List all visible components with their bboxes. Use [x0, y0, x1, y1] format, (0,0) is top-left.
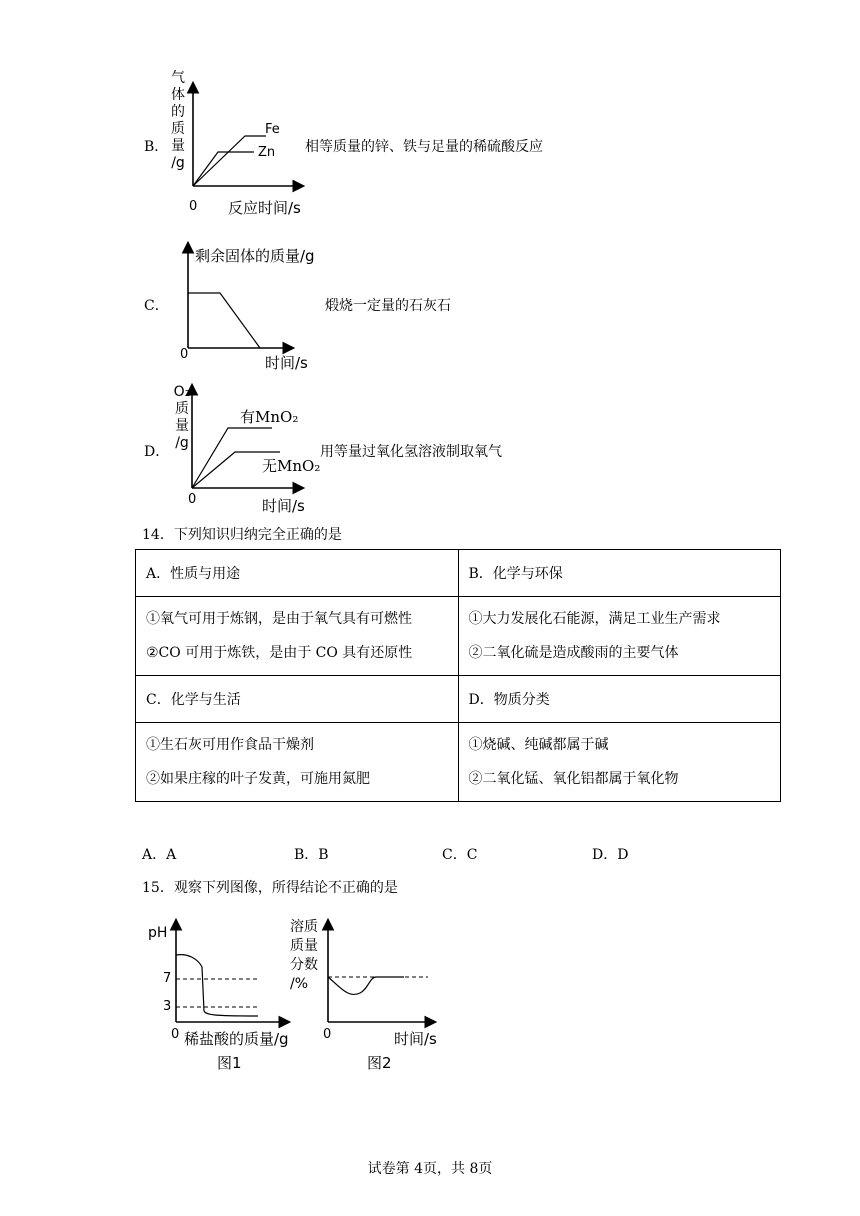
graph-d-x-label: 时间/s — [262, 497, 305, 515]
page-footer: 试卷第 4页，共 8页 — [367, 1161, 493, 1177]
cell-d-item-1: ①烧碱、纯碱都属于碱 — [468, 737, 609, 753]
graph-d-without-mno2-label: 无MnO₂ — [262, 457, 321, 475]
cell-d-head: D．物质分类 — [458, 676, 781, 723]
cell-d-item-2: ②二氧化锰、氧化铝都属于氧化物 — [468, 771, 679, 787]
cell-b-body — [458, 597, 781, 676]
graph-c-caption: 煅烧一定量的石灰石 — [325, 298, 451, 314]
graph-b-y-label: 气 体 的 质 量 /g — [171, 70, 185, 171]
cell-c-item-2: ②如果庄稼的叶子发黄，可施用氮肥 — [146, 771, 370, 787]
graph-b-fe-label: Fe — [265, 122, 280, 137]
q14-option-c[interactable]: C．C — [442, 847, 478, 863]
option-c-label: C． — [144, 298, 169, 314]
graph-b-chart — [180, 78, 310, 198]
table-row — [136, 676, 781, 723]
graph-b-caption: 相等质量的锌、铁与足量的稀硫酸反应 — [305, 139, 543, 155]
graph-c-line — [188, 293, 260, 348]
cell-d-body — [458, 723, 781, 802]
fig1-x-label: 稀盐酸的质量/g — [184, 1030, 289, 1048]
table-row — [136, 550, 781, 597]
fig2-caption: 图2 — [367, 1054, 392, 1072]
option-d-label: D． — [144, 444, 170, 460]
cell-a-head: A．性质与用途 — [136, 550, 459, 597]
graph-d-y-label: O₂ 质 量 /g — [173, 384, 191, 451]
graph-b-zn-label: Zn — [258, 145, 276, 160]
q14-option-b[interactable]: B．B — [294, 847, 329, 863]
q15-stem: 15．观察下列图像，所得结论不正确的是 — [142, 880, 398, 896]
fig1-chart — [160, 915, 295, 1030]
graph-c-x-label: 时间/s — [265, 354, 308, 372]
graph-c-origin: 0 — [180, 347, 189, 362]
cell-b-head: B．化学与环保 — [458, 550, 781, 597]
table-row — [136, 597, 781, 676]
option-b-label: B． — [144, 139, 169, 155]
cell-b-item-1: ①大力发展化石能源，满足工业生产需求 — [468, 611, 721, 627]
cell-c-body — [136, 723, 459, 802]
graph-b-x-label: 反应时间/s — [228, 199, 301, 217]
cell-a-item-2: ②CO 可用于炼铁，是由于 CO 具有还原性 — [146, 645, 413, 661]
fig1-tick-7: 7 — [163, 971, 172, 986]
graph-d-with-mno2-label: 有MnO₂ — [240, 408, 299, 426]
q14-knowledge-table — [135, 549, 781, 802]
cell-a-body — [136, 597, 459, 676]
fig1-y-label: pH — [148, 925, 168, 941]
cell-a-item-1: ①氧气可用于炼钢，是由于氧气具有可燃性 — [146, 611, 412, 627]
cell-b-item-2: ②二氧化硫是造成酸雨的主要气体 — [468, 645, 679, 661]
graph-b-fe-line — [193, 136, 266, 186]
fig2-chart — [318, 915, 440, 1030]
q14-option-d[interactable]: D．D — [592, 847, 629, 863]
cell-c-head: C．化学与生活 — [136, 676, 459, 723]
q14-option-a[interactable]: A．A — [142, 847, 177, 863]
fig1-caption: 图1 — [217, 1054, 242, 1072]
fig1-tick-3: 3 — [163, 999, 172, 1014]
fig1-origin: 0 — [171, 1027, 180, 1042]
graph-d-origin: 0 — [188, 492, 197, 507]
fig1-curve — [176, 955, 258, 1016]
fig2-x-label: 时间/s — [394, 1030, 437, 1048]
graph-d-chart — [180, 380, 310, 495]
graph-c-y-label: 剩余固体的质量/g — [195, 247, 315, 265]
cell-c-item-1: ①生石灰可用作食品干燥剂 — [146, 737, 314, 753]
fig2-origin: 0 — [323, 1027, 332, 1042]
fig2-curve — [328, 977, 404, 994]
graph-d-caption: 用等量过氧化氢溶液制取氧气 — [320, 444, 502, 460]
graph-b-origin: 0 — [189, 199, 198, 214]
graph-d-with-mno2-line — [192, 428, 272, 488]
table-row — [136, 723, 781, 802]
fig2-y-label: 溶质 质量 分数 /% — [290, 919, 318, 992]
q14-stem: 14．下列知识归纳完全正确的是 — [142, 527, 342, 543]
